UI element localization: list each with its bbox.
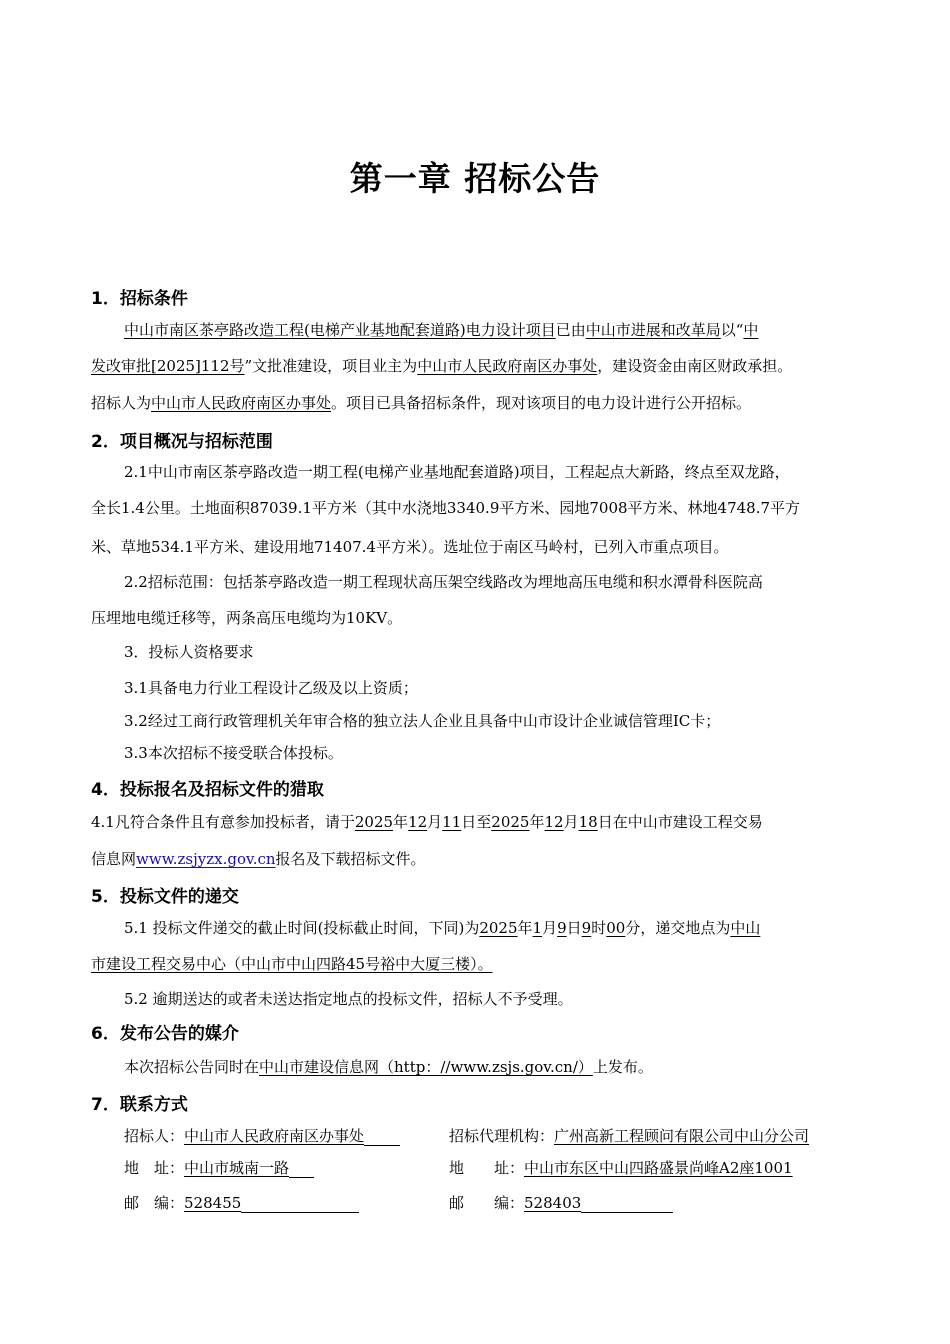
fill-line <box>241 1196 359 1213</box>
contact-label: 招标人： <box>124 1127 185 1145</box>
contact-value: 中山市东区中山四路盛景尚峰A2座1001 <box>524 1159 793 1177</box>
s1-text: 以“ <box>720 321 744 339</box>
deadline-minute: 00 <box>606 919 626 937</box>
submission-place-cont: 市建设工程交易中心（中山市中山四路45号裕中大厦三楼）。 <box>91 955 493 973</box>
s2-p1-line-3: 米、草地534.1平方米、建设用地71407.4平方米）。选址位于南区马岭村，已列入市重点项目。 <box>91 538 729 556</box>
s1-text: 招标人为 <box>91 394 152 412</box>
contact-value: 中山市城南一路 <box>184 1159 290 1177</box>
end-day: 18 <box>578 813 598 831</box>
s6-text: 本次招标公告同时在 <box>124 1058 260 1076</box>
approval-authority: 中山市进展和改革局 <box>585 321 721 339</box>
section-1-heading: 1．招标条件 <box>91 289 188 309</box>
contact-label: 地 址： <box>124 1159 185 1177</box>
s4-text: 4.1凡符合条件且有意参加投标者，请于 <box>91 813 355 831</box>
s6-line-1 <box>124 1057 653 1077</box>
section-4-heading: 4．投标报名及招标文件的猎取 <box>91 780 324 800</box>
section-5-heading: 5．投标文件的递交 <box>91 887 239 907</box>
contact-agency <box>449 1126 869 1146</box>
s4-text: 日至 <box>461 813 492 831</box>
contact-tenderer <box>124 1126 424 1146</box>
deadline-day: 9 <box>557 919 567 937</box>
s5-text: 年 <box>517 919 533 937</box>
project-owner: 中山市人民政府南区办事处 <box>417 357 598 375</box>
requirement-2: 3.2经过工商行政管理机关年审合格的独立法人企业且具备中山市设计企业诚信管理IC卡； <box>124 712 721 730</box>
s5-line-3: 5.2 逾期送达的或者未送达指定地点的投标文件，招标人不予受理。 <box>124 990 573 1008</box>
approval-doc-number: 发改审批[2025]112号 <box>91 357 245 375</box>
end-month: 12 <box>544 813 564 831</box>
s1-line-3 <box>91 393 751 413</box>
s4-text: 年 <box>393 813 409 831</box>
start-day: 11 <box>442 813 462 831</box>
s6-text: 上发布。 <box>592 1058 653 1076</box>
end-year: 2025 <box>491 813 530 831</box>
s5-text: 分，递交地点为 <box>625 919 731 937</box>
s5-text: 5.1 投标文件递交的截止时间(投标截止时间，下同)为 <box>124 919 480 937</box>
requirement-3: 3.3本次招标不接受联合体投标。 <box>124 744 343 762</box>
s2-p2-line-1: 2.2招标范围：包括茶亭路改造一期工程现状高压架空线路改为埋地高压电缆和积水潭骨科医院高 <box>124 573 763 591</box>
contact-value: 广州高新工程顾问有限公司中山分公司 <box>554 1127 810 1145</box>
contact-tenderer-postcode <box>124 1193 424 1213</box>
approval-doc-part: 中 <box>743 321 759 339</box>
s5-text: 日 <box>566 919 582 937</box>
deadline-year: 2025 <box>479 919 518 937</box>
s5-line-2 <box>91 954 493 974</box>
s4-text: 月 <box>563 813 579 831</box>
contact-tenderer-address <box>124 1158 424 1178</box>
contact-value: 528455 <box>184 1194 242 1212</box>
s2-p1-line-1: 2.1中山市南区茶亭路改造一期工程(电梯产业基地配套道路)项目，工程起点大新路，终点至双龙路， <box>124 463 790 481</box>
s5-text: 月 <box>542 919 558 937</box>
s1-text: 已由 <box>555 321 586 339</box>
s5-line-1 <box>124 918 760 938</box>
section-6-heading: 6．发布公告的媒介 <box>91 1024 239 1044</box>
fill-line <box>289 1161 314 1178</box>
contact-label: 邮 编： <box>449 1194 525 1212</box>
section-3-heading: 3．投标人资格要求 <box>124 643 254 661</box>
s4-line-1 <box>91 812 763 832</box>
s5-text: 时 <box>591 919 607 937</box>
s2-p1-line-2: 全长1.4公里。土地面积87039.1平方米（其中水浇地3340.9平方米、园地7008平方米、林地4748.7平方 <box>91 499 801 517</box>
s1-text: ，建设资金由南区财政承担。 <box>597 357 793 375</box>
tenderer: 中山市人民政府南区办事处 <box>151 394 332 412</box>
start-month: 12 <box>408 813 428 831</box>
s4-line-2 <box>91 849 426 869</box>
submission-place: 中山 <box>730 919 761 937</box>
contact-agency-address <box>449 1158 869 1178</box>
s4-text: 信息网 <box>91 850 137 868</box>
s4-text: 月 <box>427 813 443 831</box>
fill-line <box>364 1129 400 1146</box>
deadline-hour: 9 <box>581 919 592 937</box>
s1-line-2 <box>91 356 792 376</box>
section-2-heading: 2．项目概况与招标范围 <box>91 432 273 452</box>
section-7-heading: 7．联系方式 <box>91 1095 188 1115</box>
project-name: 中山市南区茶亭路改造工程(电梯产业基地配套道路)电力设计项目 <box>124 321 556 339</box>
contact-value: 中山市人民政府南区办事处 <box>184 1127 365 1145</box>
start-year: 2025 <box>354 813 394 831</box>
s4-text: 日在中山市建设工程交易 <box>597 813 763 831</box>
deadline-month: 1 <box>532 919 543 937</box>
contact-label: 招标代理机构： <box>449 1127 555 1145</box>
s1-text: ”文批准建设，项目业主为 <box>244 357 418 375</box>
s2-p2-line-2: 压埋地电缆迁移等，两条高压电缆均为10KV。 <box>91 609 403 627</box>
s4-text: 年 <box>529 813 545 831</box>
contact-label: 地 址： <box>449 1159 525 1177</box>
s1-text: 。项目已具备招标条件，现对该项目的电力设计进行公开招标。 <box>331 394 752 412</box>
s1-line-1 <box>124 320 758 340</box>
requirement-1: 3.1具备电力行业工程设计乙级及以上资质； <box>124 679 418 697</box>
s4-text: 报名及下载招标文件。 <box>275 850 426 868</box>
contact-value: 528403 <box>524 1194 582 1212</box>
contact-label: 邮 编： <box>124 1194 185 1212</box>
contact-agency-postcode <box>449 1193 869 1213</box>
registration-link[interactable]: www.zsjyzx.gov.cn <box>136 850 276 868</box>
fill-line <box>581 1196 673 1213</box>
media-website: 中山市建设信息网（http：//www.zsjs.gov.cn/） <box>259 1058 593 1076</box>
chapter-title: 第一章 招标公告 <box>349 159 601 198</box>
